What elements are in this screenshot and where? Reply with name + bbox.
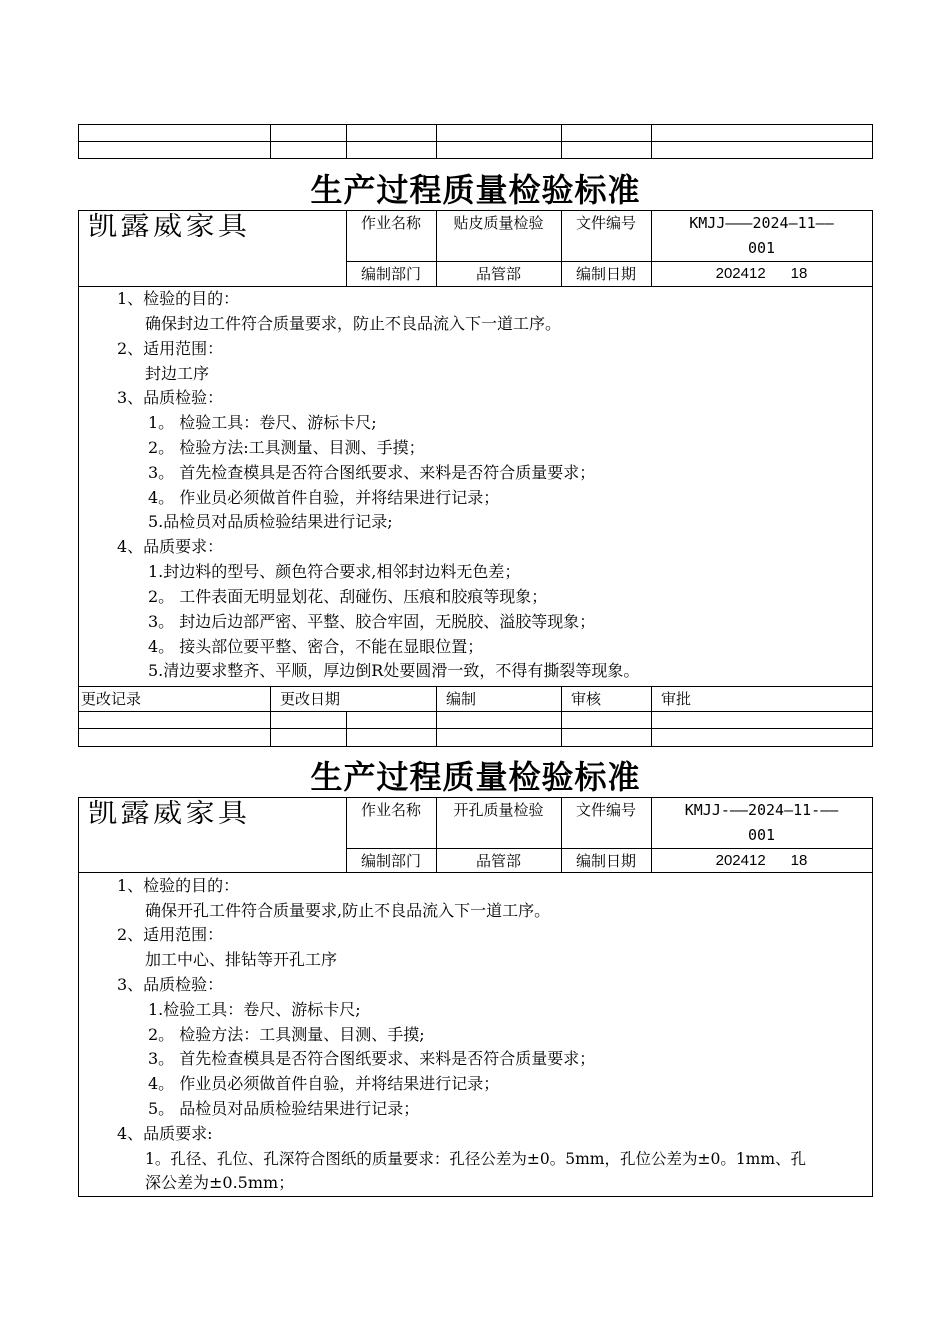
date-label: 编制日期 [575, 852, 636, 870]
body-line: 4。 作业员必须做首件自验，并将结果进行记录； [148, 1074, 500, 1093]
body-line: 4。 作业员必须做首件自验，并将结果进行记录； [148, 488, 500, 507]
job-name-label: 作业名称 [360, 801, 421, 819]
body-line: 2。 检验方法：工具测量、目测、手摸; [148, 1025, 425, 1044]
doc-no-label: 文件编号 [575, 214, 636, 232]
doc-no-value-line1: KMJJ-——2024—11-—— [684, 801, 839, 819]
body-line: 3。 首先检查模具是否符合图纸要求、来料是否符合质量要求； [148, 1049, 596, 1068]
page-title-1: 生产过程质量检验标准 [310, 171, 641, 209]
company-logo: 凯露威家具 [88, 212, 251, 242]
job-name-value: 开孔质量检验 [453, 801, 544, 819]
body-line: 1、检验的目的： [117, 876, 240, 895]
body-line: 3。 首先检查模具是否符合图纸要求、来料是否符合质量要求； [148, 463, 596, 482]
body-line: 2、适用范围： [117, 339, 224, 358]
dept-value: 品管部 [475, 265, 521, 283]
date-label: 编制日期 [575, 265, 636, 283]
company-logo: 凯露威家具 [88, 799, 251, 829]
body-line: 深公差为±0.5mm； [145, 1173, 295, 1192]
body-line: 4、品质要求： [117, 537, 224, 556]
body-line: 1。孔径、孔位、孔深符合图纸的质量要求：孔径公差为±0。5mm，孔位公差为±0。1mm、孔 [145, 1150, 807, 1168]
dept-label: 编制部门 [360, 852, 421, 870]
change-record-header: 更改记录 [81, 690, 142, 708]
doc-no-value-line2: 001 [747, 826, 776, 844]
body-line: 3。 封边后边部严密、平整、胶合牢固，无脱胶、溢胶等现象； [148, 612, 596, 631]
body-line: 4。 接头部位要平整、密合，不能在显眼位置； [148, 637, 484, 656]
body-line: 5.清边要求整齐、平顺，厚边倒R处要圆滑一致，不得有撕裂等现象。 [148, 661, 640, 680]
date-value: 202412 18 [715, 852, 808, 869]
page-title-2: 生产过程质量检验标准 [310, 758, 641, 796]
dept-label: 编制部门 [360, 265, 421, 283]
body-line: 确保开孔工件符合质量要求,防止不良品流入下一道工序。 [145, 901, 551, 920]
body-line: 1.检验工具：卷尺、游标卡尺; [148, 1000, 361, 1019]
dept-value: 品管部 [475, 852, 521, 870]
doc-no-value-line2: 001 [747, 239, 776, 257]
body-line: 3、品质检验： [117, 975, 224, 994]
body-line: 2。 工件表面无明显划花、刮碰伤、压痕和胶痕等现象； [148, 587, 548, 606]
date-value: 202412 18 [715, 265, 808, 282]
review-header: 审核 [571, 690, 602, 708]
prepared-header: 编制 [446, 690, 477, 708]
body-line: 1.封边料的型号、颜色符合要求,相邻封边料无色差； [148, 562, 521, 581]
approve-header: 审批 [661, 690, 692, 708]
body-line: 5。 品检员对品质检验结果进行记录； [148, 1099, 420, 1118]
body-line: 封边工序 [145, 364, 210, 383]
body-line: 加工中心、排钻等开孔工序 [145, 950, 338, 969]
body-line: 3、品质检验： [117, 388, 224, 407]
body-line: 2、适用范围： [117, 925, 224, 944]
doc-no-value-line1: KMJJ———2024—11—— [689, 214, 834, 232]
body-line: 1。 检验工具：卷尺、游标卡尺; [148, 413, 377, 432]
body-line: 2。 检验方法:工具测量、目测、手摸； [148, 438, 425, 457]
job-name-label: 作业名称 [360, 214, 421, 232]
body-line: 4、品质要求: [117, 1124, 213, 1143]
job-name-value: 贴皮质量检验 [453, 214, 544, 232]
body-line: 5.品检员对品质检验结果进行记录; [148, 512, 393, 531]
body-line: 确保封边工件符合质量要求，防止不良品流入下一道工序。 [145, 314, 562, 333]
body-line: 1、检验的目的： [117, 289, 240, 308]
doc-no-label: 文件编号 [575, 801, 636, 819]
change-date-header: 更改日期 [280, 690, 341, 708]
